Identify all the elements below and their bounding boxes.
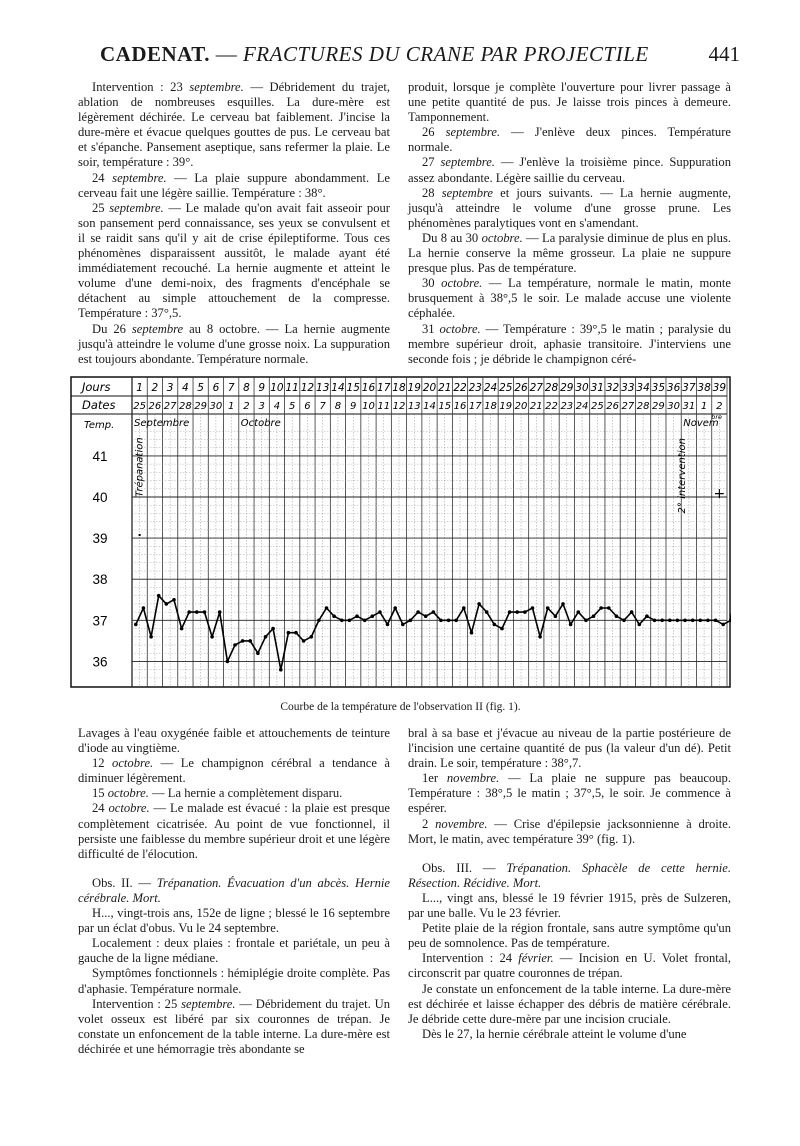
death-cross: + — [713, 485, 726, 502]
paragraph-lead: Intervention : 23 — [92, 80, 190, 94]
paragraph-date: septembre — [441, 185, 494, 200]
paragraph-text: — Débridement du trajet. Un volet osseux est libéré par six couronnes de trépan. Je constate un enfoncement de la table interne. La dure-mère est déchirée et une hémorragie très abondante se — [78, 996, 390, 1056]
paragraph — [408, 921, 731, 951]
day-number-label: 38 — [697, 382, 711, 394]
temperature-point — [607, 606, 611, 610]
temperature-point — [371, 614, 375, 618]
temperature-point — [187, 610, 191, 614]
day-number-label: 35 — [651, 382, 666, 394]
date-label: 2 — [716, 401, 723, 412]
day-number-label: 4 — [182, 382, 189, 394]
day-number-label: 23 — [468, 382, 482, 394]
paragraph — [78, 322, 390, 367]
temperature-point — [523, 610, 527, 614]
temperature-point — [409, 619, 413, 623]
date-label: 22 — [545, 401, 558, 412]
temperature-point — [706, 619, 710, 623]
date-label: 15 — [438, 401, 452, 412]
page-number: 441 — [708, 42, 740, 66]
paragraph-date: septembre. — [112, 170, 167, 185]
date-label: 6 — [304, 401, 311, 412]
temperature-point — [470, 631, 474, 635]
header-title: CADENAT. — FRACTURES DU CRANE PAR PROJECTILE — [100, 42, 649, 66]
temperature-point — [699, 619, 703, 623]
paragraph-text: L..., vingt ans, blessé le 19 février 1915, près de Sulzeren, par une balle. Vu le 23 février. — [408, 890, 731, 921]
paragraph — [408, 817, 731, 847]
temperature-point — [462, 606, 466, 610]
paragraph-text: au 8 octobre. — La hernie augmente jusqu'à atteindre le volume d'une grosse noix. La suppuration est toujours abondante. Température normale. — [78, 321, 390, 366]
paragraph — [78, 801, 390, 861]
day-number-label: 32 — [605, 382, 620, 394]
y-axis-label: 38 — [92, 572, 108, 588]
temperature-point — [142, 606, 146, 610]
temperature-point — [432, 610, 436, 614]
day-number-label: 8 — [243, 382, 250, 394]
paragraph — [78, 726, 390, 756]
date-label: 11 — [377, 401, 391, 412]
temperature-point — [515, 610, 519, 614]
paragraph — [408, 1027, 731, 1042]
paragraph-lead: Du 26 — [92, 321, 132, 336]
paragraph-lead: 30 — [422, 276, 442, 291]
day-number-label: 39 — [712, 382, 727, 394]
paragraph — [78, 201, 390, 322]
date-label: 20 — [514, 401, 528, 412]
day-number-label: 13 — [316, 382, 330, 394]
paragraph-text: — Le malade qu'on avait fait asseoir pour son pansement perd connaissance, ses yeux se convulsent et il se raidit sans qu'il y ait de crise épileptiforme. Tous ces phénomènes disparaissent aussitôt, le malade ayant été immédiatement recouché. La hernie augmente et atteint le volume d'une demi-noix, des fragments d'encéphale se détachent au simple attouchement de la compresse. Température : 37°,5. — [78, 200, 390, 321]
paragraph-date: septembre. — [440, 155, 495, 170]
temperature-point — [424, 614, 428, 618]
temperature-point — [668, 619, 672, 623]
day-number-label: 21 — [438, 382, 452, 394]
temperature-point — [477, 602, 481, 606]
temperature-point — [386, 623, 390, 627]
paragraph-text: bral à sa base et j'évacue au niveau de la partie postérieure de l'incision une certaine quantité de pus (la valeur d'un dé). Petit drain. Le soir, température : 38°,7. — [408, 726, 731, 771]
column-left-bottom — [78, 726, 390, 1057]
temperature-point — [622, 619, 626, 623]
day-number-label: 1 — [136, 382, 143, 394]
date-label: 27 — [163, 401, 177, 412]
paragraph-text: — La plaie ne suppure pas beaucoup. Température : 38°,5 le matin ; 37°,5, le soir. Je commence à espérer. — [408, 771, 731, 816]
paragraph-date: octobre. — [439, 321, 481, 336]
temperature-point — [554, 614, 558, 618]
month-label-superscript: bre — [711, 413, 723, 421]
paragraph-text: — La plaie suppure abondamment. Le cerveau fait une légère saillie. Température : 38°. — [78, 170, 391, 200]
paragraph-date: octobre. — [441, 276, 483, 291]
paragraph-date: septembre. — [181, 996, 236, 1011]
paragraph-lead: Obs. III. — — [422, 860, 507, 875]
temperature-point — [317, 619, 321, 623]
temperature-point — [500, 627, 504, 631]
temperature-point — [233, 643, 237, 647]
temperature-point — [615, 614, 619, 618]
temperature-point — [348, 619, 352, 623]
temperature-point — [355, 614, 359, 618]
day-number-label: 18 — [392, 382, 406, 394]
date-label: 19 — [499, 401, 513, 412]
paragraph — [408, 982, 731, 1027]
temperature-point — [203, 610, 207, 614]
date-label: 9 — [350, 401, 357, 412]
date-label: 1 — [227, 401, 235, 412]
column-left-top — [78, 80, 390, 367]
date-label: 10 — [362, 401, 375, 412]
temperature-point — [683, 619, 687, 623]
paragraph — [78, 997, 390, 1057]
paragraph-lead: 2 — [422, 816, 436, 831]
temperature-point — [485, 610, 489, 614]
paragraph — [408, 771, 731, 816]
paragraph — [78, 906, 390, 936]
date-label: 4 — [273, 401, 281, 412]
temperature-point — [653, 619, 657, 623]
temperature-point — [531, 606, 535, 610]
day-number-label: 26 — [514, 382, 528, 394]
paragraph-date: septembre. — [445, 125, 501, 140]
day-number-label: 36 — [666, 382, 681, 394]
temperature-point — [172, 598, 176, 602]
day-number-label: 5 — [197, 382, 204, 394]
temperature-point — [508, 610, 512, 614]
y-axis-label: 36 — [92, 654, 108, 670]
paragraph-date: septembre. — [109, 200, 164, 215]
paragraph — [408, 726, 731, 771]
date-label: 28 — [636, 401, 650, 412]
paragraph-text: — La température, normale le matin, monte brusquement à 38°,5 le soir. Le malade accuse une violente céphalée. — [408, 276, 731, 321]
annotation-second-intervention: 2° intervention — [677, 438, 689, 514]
day-number-label: 15 — [346, 382, 360, 394]
paragraph-spacer — [78, 862, 390, 876]
date-label: 27 — [621, 401, 635, 412]
temperature-point — [332, 614, 336, 618]
date-label: 12 — [392, 401, 406, 412]
paragraph-date: octobre. — [112, 756, 154, 771]
temperature-point — [363, 619, 367, 623]
paragraph-lead: Intervention : 25 — [92, 996, 182, 1011]
temperature-point — [660, 619, 664, 623]
paragraph-lead: Du 8 au 30 — [422, 230, 482, 245]
temperature-point — [302, 639, 306, 643]
temperature-point — [248, 639, 252, 643]
paragraph-text: Lavages à l'eau oxygénée faible et attouchements de teinture d'iode au vingtième. — [78, 726, 390, 756]
paragraph-text: — La hernie a complètement disparu. — [148, 786, 343, 801]
temperature-point — [577, 610, 581, 614]
date-label: 28 — [179, 401, 192, 412]
paragraph-spacer — [408, 847, 731, 861]
temperature-point — [721, 623, 725, 627]
date-label: 7 — [319, 401, 326, 412]
temperature-point — [561, 602, 565, 606]
date-label: 30 — [209, 401, 223, 412]
paragraph-date: novembre. — [435, 816, 488, 831]
date-label: 18 — [484, 401, 497, 412]
date-label: 23 — [560, 401, 574, 412]
paragraph-date: Trépanation. Évacuation d'un abcès. Hernie cérébrale. Mort. — [78, 875, 390, 905]
paragraph-text: — J'enlève la troisième pince. Suppuration assez abondante. Légère saillie du cerveau. — [408, 155, 731, 185]
paragraph-lead: Obs. II. — — [92, 875, 157, 890]
paragraph-lead: 1er — [422, 771, 447, 786]
temperature-point — [599, 606, 603, 610]
paragraph — [78, 756, 390, 786]
temperature-point — [210, 635, 214, 639]
temperature-point — [645, 614, 649, 618]
paragraph-date: septembre. — [189, 80, 244, 94]
day-number-label: 28 — [544, 382, 559, 394]
date-label: 14 — [423, 401, 436, 412]
date-label: 31 — [682, 401, 696, 412]
paragraph-text: Dès le 27, la hernie cérébrale atteint le volume d'une — [422, 1026, 687, 1041]
paragraph-text: — Crise d'épilepsie jacksonnienne à droite. Mort, le matin, avec température 39° (fig. 1). — [408, 816, 732, 846]
day-number-label: 17 — [377, 382, 391, 394]
temperature-point — [569, 623, 573, 627]
row-label-temp: Temp. — [84, 420, 115, 431]
month-label: Septembre — [134, 418, 190, 429]
temperature-point — [676, 619, 680, 623]
temperature-point — [546, 606, 550, 610]
temperature-point — [256, 651, 260, 655]
temperature-point — [264, 635, 268, 639]
temperature-point — [279, 668, 283, 672]
day-number-label: 34 — [636, 382, 650, 394]
paragraph-text: Localement : deux plaies : frontale et pariétale, un peu à gauche de la ligne médiane. — [78, 936, 390, 966]
paragraph-text: — Incision en U. Volet frontal, circonscrit par quatre couronnes de trépan. — [408, 951, 731, 981]
day-number-label: 6 — [212, 382, 220, 394]
date-label: 25 — [590, 401, 604, 412]
paragraph-text: H..., vingt-trois ans, 152e de ligne ; blessé le 16 septembre par un éclat d'obus. Vu le 24 septembre. — [78, 906, 390, 936]
paragraph-lead: 31 — [422, 321, 440, 336]
paragraph-text: et jours suivants. — La hernie augmente, jusqu'à atteindre le volume d'une grosse prune. Les phénomènes paralytiques vont en s'amendant. — [408, 185, 731, 230]
day-number-label: 22 — [453, 382, 467, 394]
temperature-point — [149, 635, 153, 639]
day-number-label: 20 — [422, 382, 437, 394]
paragraph — [408, 951, 731, 981]
date-label: 3 — [258, 401, 265, 412]
day-number-label: 27 — [529, 382, 543, 394]
temperature-point — [416, 610, 420, 614]
paragraph-lead: 24 — [92, 801, 109, 816]
day-number-label: 24 — [483, 382, 498, 394]
temperature-point — [134, 623, 138, 627]
paragraph-text: — Température : 39°,5 le matin ; paralysie du membre supérieur droit, aphasie transitoire. J'interviens une seconde fois ; je débride le champignon céré- — [408, 321, 731, 366]
column-right-bottom — [408, 726, 731, 1042]
paragraph-text: produit, lorsque je complète l'ouverture pour livrer passage à une petite quantité de pus. Je laisse trois pinces à demeure. Tamponnement. — [408, 80, 731, 125]
paragraph-text: Symptômes fonctionnels : hémiplégie droite complète. Pas d'aphasie. Température normale. — [78, 966, 390, 996]
temperature-point — [271, 627, 275, 631]
day-number-label: 3 — [166, 382, 174, 394]
date-label: 1 — [700, 401, 708, 412]
paragraph — [78, 171, 390, 201]
paragraph-text: — Débridement du trajet, ablation de nombreuses esquilles. La dure-mère est légèrement déchirée. Le cerveau bat faiblement. J'incise la dure-mère et évacue quelques gouttes de pus. Le cerveau bat et s'épanche. Pansement aseptique, sans refermer la plaie. Le soir, température : 39°. — [78, 80, 390, 170]
temperature-point — [378, 610, 382, 614]
day-number-label: 19 — [407, 382, 421, 394]
paragraph — [408, 322, 731, 367]
temperature-point — [447, 619, 451, 623]
date-label: 16 — [453, 401, 467, 412]
day-number-label: 25 — [499, 382, 513, 394]
day-number-label: 2 — [151, 382, 159, 394]
paragraph — [408, 276, 731, 321]
day-number-label: 14 — [331, 382, 345, 394]
paragraph-lead: Intervention : 24 — [422, 951, 519, 966]
temperature-point — [584, 619, 588, 623]
day-number-label: 7 — [227, 382, 235, 394]
temperature-point — [241, 639, 245, 643]
temperature-point — [493, 623, 497, 627]
paragraph — [78, 966, 390, 996]
temperature-point — [691, 619, 695, 623]
paragraph — [408, 125, 731, 155]
y-axis-label: 41 — [92, 448, 108, 464]
temperature-point — [294, 631, 298, 635]
day-number-label: 33 — [621, 382, 635, 394]
date-label: 2 — [243, 401, 250, 412]
temperature-point — [287, 631, 291, 635]
temperature-point — [226, 660, 230, 664]
date-label: 13 — [407, 401, 421, 412]
paragraph-lead: 26 — [422, 125, 446, 140]
date-label: 29 — [194, 401, 208, 412]
paragraph-date: Trépanation. Sphacèle de cette hernie. Résection. Récidive. Mort. — [408, 860, 731, 890]
paragraph-lead: 15 — [92, 786, 108, 801]
paragraph — [78, 936, 390, 966]
temperature-point — [180, 627, 184, 631]
date-label: 24 — [575, 401, 589, 412]
figure-caption: Courbe de la température de l'observation II (fig. 1). — [280, 701, 521, 713]
paragraph — [78, 80, 390, 171]
temperature-point — [714, 619, 718, 623]
temperature-point — [218, 610, 222, 614]
paragraph-text: — La paralysie diminue de plus en plus. La hernie conserve la même grosseur. La plaie ne suppure presque plus. Pas de température. — [408, 230, 732, 276]
temperature-point — [401, 623, 405, 627]
paragraph-date: septembre — [131, 321, 184, 336]
paragraph-lead: 27 — [422, 155, 441, 170]
paragraph-date: octobre. — [481, 230, 523, 245]
y-axis-label: 40 — [92, 490, 108, 505]
day-number-label: 16 — [361, 382, 376, 394]
temperature-point — [538, 635, 542, 639]
y-axis-label: 39 — [92, 531, 108, 547]
day-number-label: 10 — [270, 382, 284, 394]
day-number-label: 30 — [575, 382, 589, 394]
temperature-point — [393, 606, 397, 610]
temperature-chart — [70, 376, 731, 688]
date-label: 30 — [667, 401, 680, 412]
paragraph-date: octobre. — [108, 801, 150, 816]
paragraph-date: février. — [518, 951, 554, 966]
paragraph — [408, 80, 731, 125]
annotation-trepanation: Trépanation — [134, 437, 146, 497]
date-label: 21 — [529, 401, 543, 412]
paragraph-text: Petite plaie de la région frontale, sans autre symptôme qu'un peu de somnolence. Pas de température. — [408, 921, 731, 951]
temperature-point — [325, 606, 329, 610]
day-number-label: 11 — [285, 382, 299, 394]
temperature-point — [340, 619, 344, 623]
date-label: 26 — [148, 401, 162, 412]
paragraph — [78, 876, 390, 906]
temperature-point — [638, 623, 642, 627]
paragraph-date: octobre. — [107, 786, 149, 801]
paragraph — [408, 231, 731, 276]
y-axis-label: 37 — [92, 613, 108, 629]
temperature-point — [592, 614, 596, 618]
temperature-point — [454, 619, 458, 623]
paragraph-lead: 24 — [92, 170, 113, 185]
paragraph-text: — J'enlève deux pinces. Température normale. — [408, 125, 732, 155]
temperature-point — [310, 635, 314, 639]
month-label: Novem — [683, 418, 719, 429]
temperature-point — [157, 594, 161, 598]
row-label-dates: Dates — [82, 398, 116, 412]
paragraph-text: Je constate un enfoncement de la table interne. La dure-mère est déchirée et laisse échapper des débris de matière cérébrale. Je débride cette dure-mère par une incision cruciale. — [408, 981, 731, 1026]
running-header — [100, 42, 740, 72]
day-number-label: 29 — [560, 382, 574, 394]
day-number-label: 37 — [682, 382, 696, 394]
paragraph-lead: 12 — [92, 756, 113, 771]
temperature-point — [630, 610, 634, 614]
row-label-jours: Jours — [82, 380, 111, 394]
date-label: 29 — [651, 401, 665, 412]
paragraph-lead: 25 — [92, 200, 110, 215]
paragraph-text: — Le champignon cérébral a tendance à diminuer légèrement. — [78, 756, 390, 786]
column-right-top — [408, 80, 731, 367]
date-label: 5 — [289, 401, 296, 412]
paragraph-lead: 28 — [422, 185, 442, 200]
paragraph — [408, 861, 731, 891]
month-label: Octobre — [240, 418, 281, 429]
day-number-label: 12 — [300, 382, 315, 394]
date-label: 26 — [606, 401, 619, 412]
date-label: 25 — [133, 401, 146, 412]
day-number-label: 9 — [258, 382, 266, 394]
paragraph-date: novembre. — [446, 771, 500, 786]
temperature-point — [439, 619, 443, 623]
paragraph — [408, 891, 731, 921]
paragraph — [78, 786, 390, 801]
paragraph — [408, 155, 731, 185]
date-label: 17 — [468, 401, 482, 412]
temperature-point — [165, 602, 169, 606]
paragraph-text: — Le malade est évacué : la plaie est presque complètement cicatrisée. Au point de vue fonctionnel, il persiste une faiblesse du membre supérieur droit et une légère difficulté de l'élocution. — [78, 801, 390, 861]
paragraph — [408, 186, 731, 231]
day-number-label: 31 — [590, 382, 605, 394]
date-label: 8 — [334, 401, 342, 412]
temperature-point — [195, 610, 199, 614]
